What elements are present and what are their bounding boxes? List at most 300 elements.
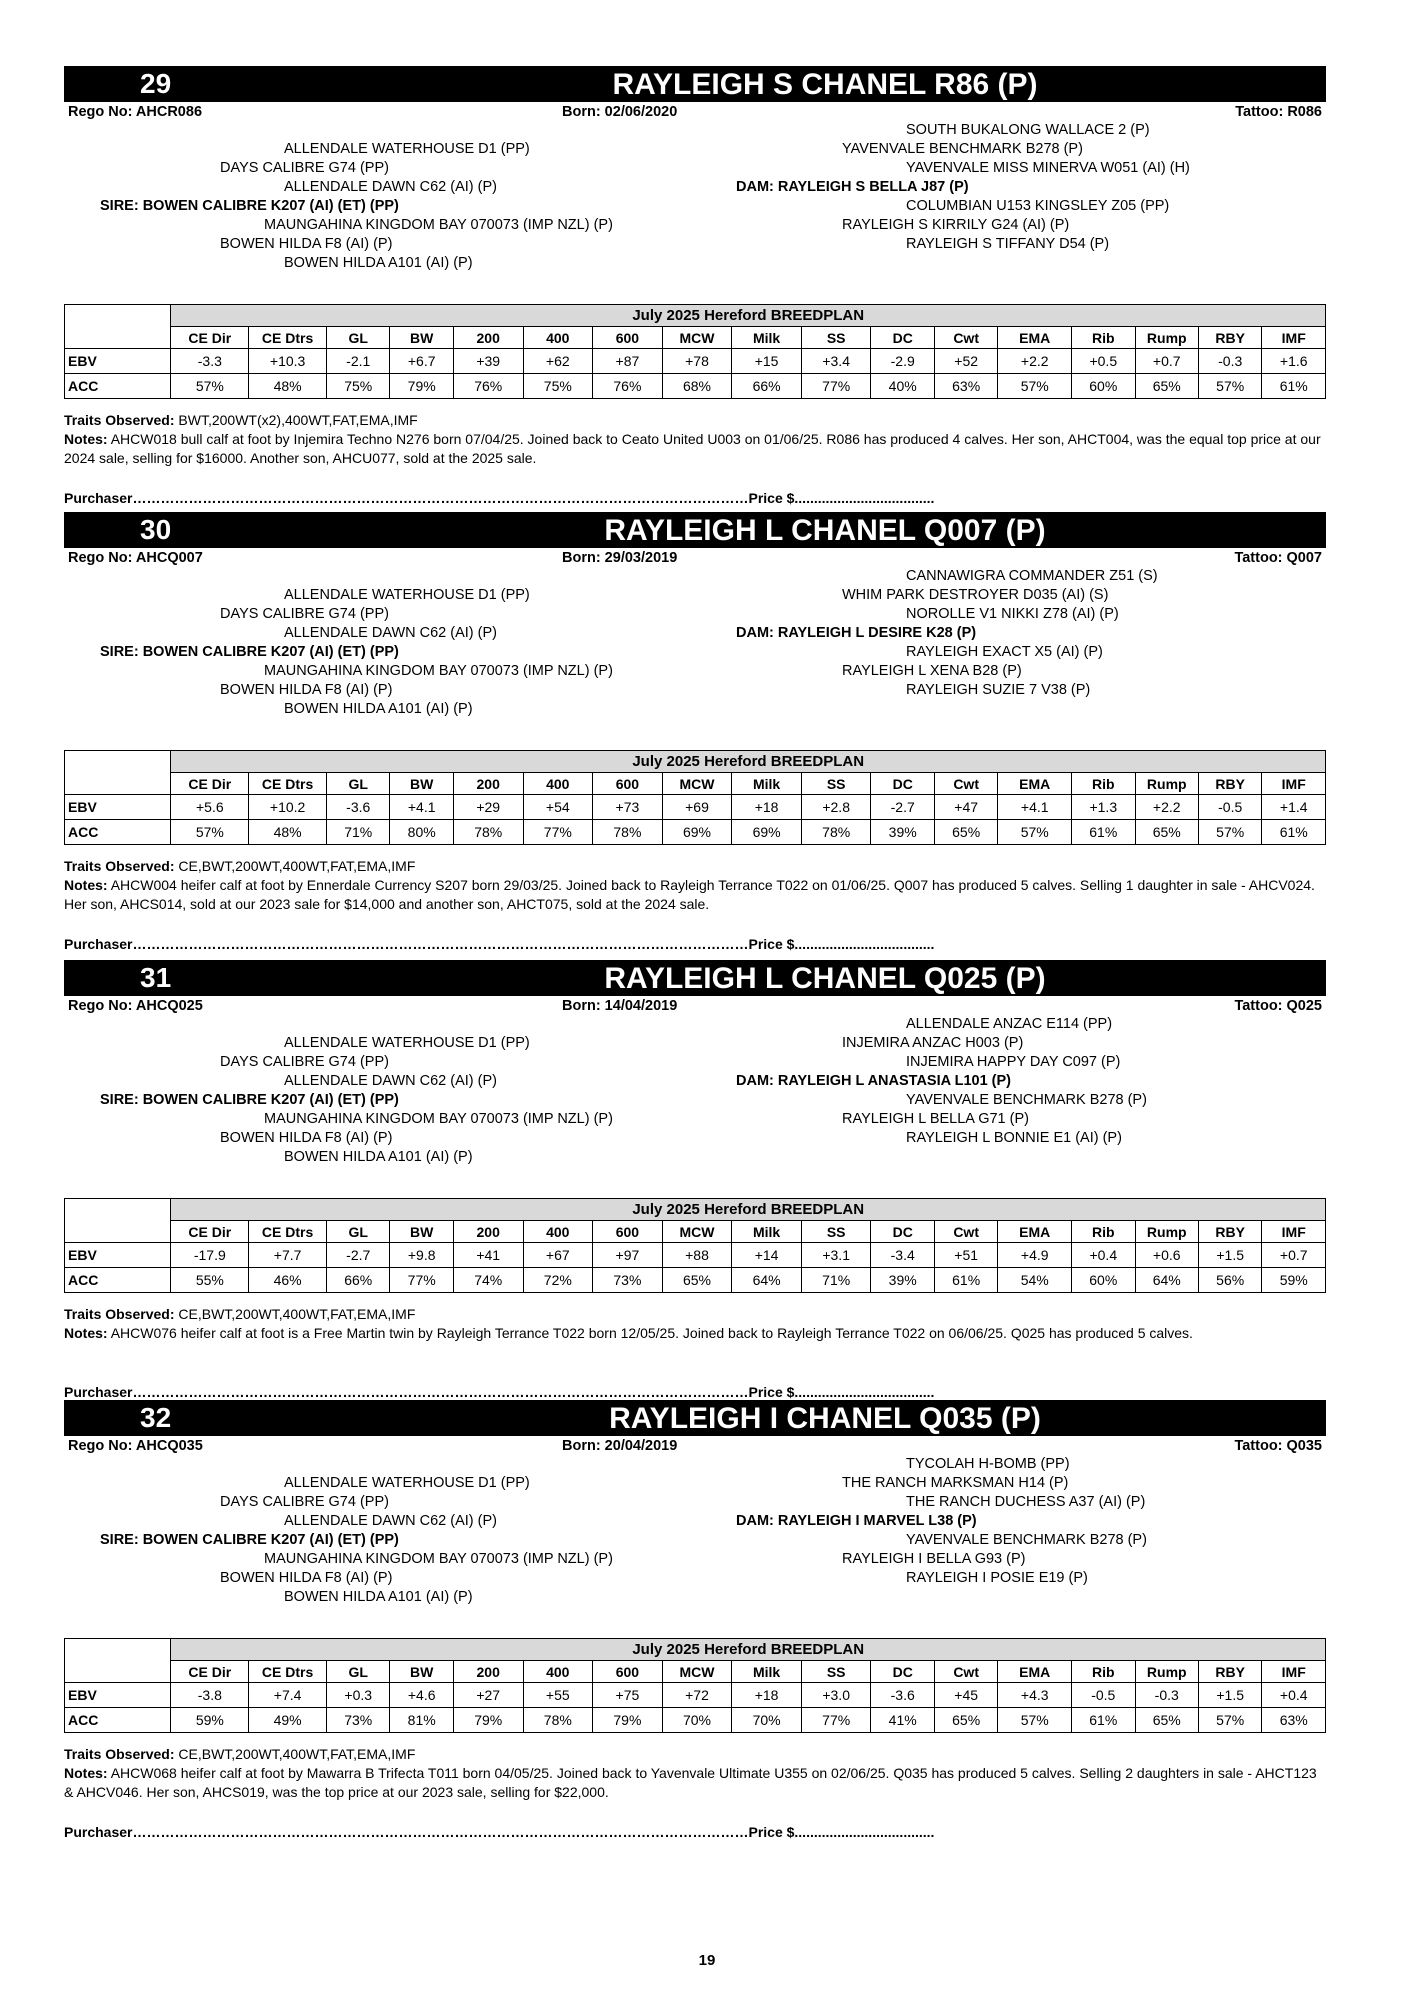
ebv-label: EBV bbox=[65, 349, 171, 374]
trait-header: RBY bbox=[1198, 773, 1261, 795]
acc-value: 78% bbox=[523, 1708, 593, 1733]
trait-header: 200 bbox=[453, 1221, 523, 1243]
sire-pedigree-line: BOWEN HILDA F8 (AI) (P) bbox=[220, 1130, 393, 1146]
ebv-value: +1.6 bbox=[1262, 349, 1326, 374]
lot-number: 30 bbox=[140, 514, 172, 545]
ebv-value: +52 bbox=[934, 349, 997, 374]
traits-observed bbox=[64, 858, 415, 874]
acc-value: 70% bbox=[662, 1708, 732, 1733]
trait-header: Cwt bbox=[934, 1221, 997, 1243]
acc-value: 39% bbox=[871, 1268, 934, 1293]
acc-value: 75% bbox=[327, 374, 390, 399]
purchaser-line: Purchaser……………………………………………………………………………………………………………………Price $.................................... bbox=[64, 490, 935, 506]
breedplan-title: July 2025 Hereford BREEDPLAN bbox=[171, 305, 1326, 327]
lot-header bbox=[64, 512, 1326, 548]
acc-value: 57% bbox=[171, 820, 249, 845]
ebv-value: +67 bbox=[523, 1243, 593, 1268]
pedigree bbox=[64, 568, 1326, 764]
traits-text: BWT,200WT(x2),400WT,FAT,EMA,IMF bbox=[178, 412, 418, 428]
ebv-value: -3.6 bbox=[327, 795, 390, 820]
trait-header: Cwt bbox=[934, 1661, 997, 1683]
acc-value: 59% bbox=[1262, 1268, 1326, 1293]
breedplan-table bbox=[64, 304, 1326, 399]
trait-header: Milk bbox=[732, 1221, 802, 1243]
trait-header: GL bbox=[327, 327, 390, 349]
trait-header: 200 bbox=[453, 1661, 523, 1683]
trait-header: RBY bbox=[1198, 1221, 1261, 1243]
sire-pedigree-line: ALLENDALE DAWN C62 (AI) (P) bbox=[284, 625, 497, 641]
trait-header: 400 bbox=[523, 773, 593, 795]
dam-pedigree-line: RAYLEIGH L BELLA G71 (P) bbox=[842, 1111, 1029, 1127]
trait-header: IMF bbox=[1262, 1661, 1326, 1683]
acc-value: 75% bbox=[523, 374, 593, 399]
trait-header: MCW bbox=[662, 773, 732, 795]
acc-value: 61% bbox=[1072, 820, 1135, 845]
trait-header: 400 bbox=[523, 1661, 593, 1683]
acc-value: 57% bbox=[1198, 1708, 1261, 1733]
dam-pedigree-line: RAYLEIGH I POSIE E19 (P) bbox=[906, 1570, 1088, 1586]
trait-header: RBY bbox=[1198, 327, 1261, 349]
trait-header: CE Dir bbox=[171, 1221, 249, 1243]
rego-number: Rego No: AHCQ035 bbox=[68, 1438, 203, 1454]
ebv-value: +72 bbox=[662, 1683, 732, 1708]
ebv-value: +7.4 bbox=[249, 1683, 327, 1708]
trait-header: EMA bbox=[998, 773, 1072, 795]
sire-pedigree-line: DAYS CALIBRE G74 (PP) bbox=[220, 160, 389, 176]
ebv-value: +0.7 bbox=[1262, 1243, 1326, 1268]
acc-value: 64% bbox=[732, 1268, 802, 1293]
acc-value: 78% bbox=[453, 820, 523, 845]
ebv-value: -0.3 bbox=[1198, 349, 1261, 374]
tattoo: Tattoo: Q025 bbox=[1234, 998, 1322, 1014]
dam-pedigree-line: RAYLEIGH EXACT X5 (AI) (P) bbox=[906, 644, 1103, 660]
sire-name: SIRE: BOWEN CALIBRE K207 (AI) (ET) (PP) bbox=[100, 644, 399, 660]
sire-pedigree-line: ALLENDALE DAWN C62 (AI) (P) bbox=[284, 179, 497, 195]
animal-name: RAYLEIGH I CHANEL Q035 (P) bbox=[609, 1402, 1041, 1435]
trait-header: DC bbox=[871, 1221, 934, 1243]
ebv-value: +18 bbox=[732, 1683, 802, 1708]
acc-value: 73% bbox=[593, 1268, 663, 1293]
dam-pedigree-line: SOUTH BUKALONG WALLACE 2 (P) bbox=[906, 122, 1150, 138]
trait-header: BW bbox=[390, 1661, 453, 1683]
purchaser-line: Purchaser……………………………………………………………………………………………………………………Price $.................................... bbox=[64, 1384, 935, 1400]
breedplan-table bbox=[64, 1198, 1326, 1293]
trait-header: Rib bbox=[1072, 1221, 1135, 1243]
dam-pedigree-line: YAVENVALE BENCHMARK B278 (P) bbox=[842, 141, 1083, 157]
acc-value: 79% bbox=[593, 1708, 663, 1733]
acc-value: 69% bbox=[732, 820, 802, 845]
acc-value: 61% bbox=[1072, 1708, 1135, 1733]
ebv-value: +54 bbox=[523, 795, 593, 820]
dam-pedigree-line: INJEMIRA ANZAC H003 (P) bbox=[842, 1035, 1024, 1051]
ebv-value: +9.8 bbox=[390, 1243, 453, 1268]
sire-pedigree-line: ALLENDALE WATERHOUSE D1 (PP) bbox=[284, 587, 530, 603]
trait-header: BW bbox=[390, 773, 453, 795]
traits-observed bbox=[64, 412, 418, 428]
trait-header: CE Dir bbox=[171, 1661, 249, 1683]
trait-header: CE Dtrs bbox=[249, 1661, 327, 1683]
lot-meta bbox=[64, 996, 1326, 1016]
animal-name: RAYLEIGH S CHANEL R86 (P) bbox=[612, 68, 1038, 101]
ebv-value: +75 bbox=[593, 1683, 663, 1708]
notes-text: AHCW018 bull calf at foot by Injemira Techno N276 born 07/04/25. Joined back to Ceato United U003 on 01/06/25. R086 has produced 4 calves. Her son, AHCT004, was the equal top price at our 2024 sale, selling for $16000. Another son, AHCU077, sold at the 2025 sale. bbox=[64, 431, 1321, 466]
trait-header: CE Dtrs bbox=[249, 1221, 327, 1243]
acc-value: 71% bbox=[801, 1268, 871, 1293]
ebv-value: +0.4 bbox=[1072, 1243, 1135, 1268]
lot-header bbox=[64, 960, 1326, 996]
trait-header: IMF bbox=[1262, 773, 1326, 795]
acc-value: 55% bbox=[171, 1268, 249, 1293]
acc-value: 57% bbox=[998, 374, 1072, 399]
sire-pedigree-line: BOWEN HILDA F8 (AI) (P) bbox=[220, 682, 393, 698]
ebv-value: +0.3 bbox=[327, 1683, 390, 1708]
acc-value: 65% bbox=[662, 1268, 732, 1293]
lot-entry bbox=[64, 1400, 1326, 1840]
lot-meta bbox=[64, 102, 1326, 122]
acc-value: 77% bbox=[523, 820, 593, 845]
acc-value: 59% bbox=[171, 1708, 249, 1733]
trait-header: Rump bbox=[1135, 1661, 1198, 1683]
acc-value: 76% bbox=[593, 374, 663, 399]
acc-value: 54% bbox=[998, 1268, 1072, 1293]
ebv-value: +4.1 bbox=[390, 795, 453, 820]
dam-pedigree-line: RAYLEIGH S TIFFANY D54 (P) bbox=[906, 236, 1110, 252]
ebv-label: EBV bbox=[65, 1683, 171, 1708]
ebv-value: +0.4 bbox=[1262, 1683, 1326, 1708]
dam-pedigree-line: NOROLLE V1 NIKKI Z78 (AI) (P) bbox=[906, 606, 1119, 622]
ebv-value: +4.1 bbox=[998, 795, 1072, 820]
rego-number: Rego No: AHCR086 bbox=[68, 104, 203, 120]
trait-header: GL bbox=[327, 1661, 390, 1683]
acc-value: 63% bbox=[1262, 1708, 1326, 1733]
trait-header: Cwt bbox=[934, 327, 997, 349]
traits-label: Traits Observed: bbox=[64, 412, 175, 428]
dam-pedigree-line: YAVENVALE BENCHMARK B278 (P) bbox=[906, 1532, 1147, 1548]
page-number: 19 bbox=[698, 1952, 716, 1969]
notes-text: AHCW004 heifer calf at foot by Ennerdale Currency S207 born 29/03/25. Joined back to Rayleigh Terrance T022 on 01/06/25. Q007 has produced 5 calves. Selling 1 daughter in sale - AHCV024. Her son, AHCS014, sold at our 2023 sale for $14,000 and another son, AHCT075, sold at the 2024 sale. bbox=[64, 877, 1315, 912]
trait-header: Milk bbox=[732, 327, 802, 349]
notes bbox=[64, 1764, 1326, 1802]
lot-number: 31 bbox=[140, 962, 172, 993]
traits-label: Traits Observed: bbox=[64, 1306, 175, 1322]
ebv-value: +78 bbox=[662, 349, 732, 374]
pedigree bbox=[64, 1016, 1326, 1212]
trait-header: 400 bbox=[523, 327, 593, 349]
ebv-value: +88 bbox=[662, 1243, 732, 1268]
ebv-value: +3.4 bbox=[801, 349, 871, 374]
trait-header: IMF bbox=[1262, 327, 1326, 349]
trait-header: MCW bbox=[662, 1661, 732, 1683]
acc-value: 48% bbox=[249, 820, 327, 845]
notes-label: Notes: bbox=[64, 1765, 108, 1781]
acc-value: 73% bbox=[327, 1708, 390, 1733]
sire-name: SIRE: BOWEN CALIBRE K207 (AI) (ET) (PP) bbox=[100, 1532, 399, 1548]
acc-value: 70% bbox=[732, 1708, 802, 1733]
traits-text: CE,BWT,200WT,400WT,FAT,EMA,IMF bbox=[178, 1306, 416, 1322]
ebv-value: -2.7 bbox=[871, 795, 934, 820]
sire-pedigree-line: ALLENDALE WATERHOUSE D1 (PP) bbox=[284, 141, 530, 157]
ebv-value: +6.7 bbox=[390, 349, 453, 374]
breedplan-table bbox=[64, 1638, 1326, 1733]
ebv-value: +1.5 bbox=[1198, 1243, 1261, 1268]
acc-value: 69% bbox=[662, 820, 732, 845]
dam-name: DAM: RAYLEIGH I MARVEL L38 (P) bbox=[736, 1513, 977, 1529]
ebv-value: +55 bbox=[523, 1683, 593, 1708]
ebv-value: +1.4 bbox=[1262, 795, 1326, 820]
trait-header: SS bbox=[801, 1221, 871, 1243]
breedplan-title: July 2025 Hereford BREEDPLAN bbox=[171, 1199, 1326, 1221]
acc-value: 48% bbox=[249, 374, 327, 399]
pedigree bbox=[64, 122, 1326, 318]
rego-number: Rego No: AHCQ025 bbox=[68, 998, 203, 1014]
acc-value: 63% bbox=[934, 374, 997, 399]
ebv-label: EBV bbox=[65, 1243, 171, 1268]
ebv-value: -3.4 bbox=[871, 1243, 934, 1268]
dam-pedigree-line: YAVENVALE BENCHMARK B278 (P) bbox=[906, 1092, 1147, 1108]
sire-pedigree-line: MAUNGAHINA KINGDOM BAY 070073 (IMP NZL) (P) bbox=[264, 1111, 613, 1127]
ebv-value: +3.1 bbox=[801, 1243, 871, 1268]
sire-pedigree-line: BOWEN HILDA F8 (AI) (P) bbox=[220, 236, 393, 252]
dam-pedigree-line: RAYLEIGH S KIRRILY G24 (AI) (P) bbox=[842, 217, 1070, 233]
ebv-value: +29 bbox=[453, 795, 523, 820]
ebv-value: +2.2 bbox=[998, 349, 1072, 374]
dam-pedigree-line: CANNAWIGRA COMMANDER Z51 (S) bbox=[906, 568, 1158, 584]
acc-value: 78% bbox=[593, 820, 663, 845]
trait-header: DC bbox=[871, 1661, 934, 1683]
trait-header: 600 bbox=[593, 1661, 663, 1683]
ebv-value: +10.2 bbox=[249, 795, 327, 820]
lot-entry bbox=[64, 66, 1326, 506]
ebv-value: +5.6 bbox=[171, 795, 249, 820]
notes-text: AHCW076 heifer calf at foot is a Free Martin twin by Rayleigh Terrance T022 born 12/05/25. Joined back to Rayleigh Terrance T022 on 06/06/25. Q025 has produced 5 calves. bbox=[110, 1325, 1193, 1341]
birth-date: Born: 02/06/2020 bbox=[562, 104, 678, 120]
birth-date: Born: 14/04/2019 bbox=[562, 998, 678, 1014]
pedigree bbox=[64, 1456, 1326, 1652]
acc-value: 49% bbox=[249, 1708, 327, 1733]
ebv-value: +1.5 bbox=[1198, 1683, 1261, 1708]
acc-value: 64% bbox=[1135, 1268, 1198, 1293]
ebv-value: -3.3 bbox=[171, 349, 249, 374]
acc-value: 61% bbox=[1262, 374, 1326, 399]
acc-value: 76% bbox=[453, 374, 523, 399]
notes-label: Notes: bbox=[64, 877, 108, 893]
ebv-value: +0.6 bbox=[1135, 1243, 1198, 1268]
acc-value: 65% bbox=[1135, 1708, 1198, 1733]
lot-header bbox=[64, 1400, 1326, 1436]
trait-header: 200 bbox=[453, 327, 523, 349]
acc-value: 71% bbox=[327, 820, 390, 845]
trait-header: Rib bbox=[1072, 773, 1135, 795]
dam-name: DAM: RAYLEIGH L ANASTASIA L101 (P) bbox=[736, 1073, 1011, 1089]
acc-label: ACC bbox=[65, 374, 171, 399]
trait-header: DC bbox=[871, 773, 934, 795]
dam-pedigree-line: RAYLEIGH SUZIE 7 V38 (P) bbox=[906, 682, 1091, 698]
ebv-value: +45 bbox=[934, 1683, 997, 1708]
notes-text: AHCW068 heifer calf at foot by Mawarra B Trifecta T011 born 04/05/25. Joined back to Yavenvale Ultimate U355 on 02/06/25. Q035 has produced 5 calves. Selling 2 daughters in sale - AHCT123 & AHCV046. Her son, AHCS019, was the top price at our 2023 sale, selling for $22,000. bbox=[64, 1765, 1317, 1800]
trait-header: Milk bbox=[732, 773, 802, 795]
traits-observed bbox=[64, 1306, 415, 1322]
trait-header: GL bbox=[327, 1221, 390, 1243]
ebv-value: +39 bbox=[453, 349, 523, 374]
trait-header: EMA bbox=[998, 1221, 1072, 1243]
acc-value: 56% bbox=[1198, 1268, 1261, 1293]
trait-header: EMA bbox=[998, 1661, 1072, 1683]
traits-label: Traits Observed: bbox=[64, 1746, 175, 1762]
sire-pedigree-line: MAUNGAHINA KINGDOM BAY 070073 (IMP NZL) (P) bbox=[264, 1551, 613, 1567]
acc-label: ACC bbox=[65, 1708, 171, 1733]
acc-value: 65% bbox=[1135, 374, 1198, 399]
acc-value: 65% bbox=[1135, 820, 1198, 845]
sire-pedigree-line: ALLENDALE WATERHOUSE D1 (PP) bbox=[284, 1035, 530, 1051]
ebv-value: -0.5 bbox=[1072, 1683, 1135, 1708]
sire-pedigree-line: BOWEN HILDA A101 (AI) (P) bbox=[284, 1589, 473, 1605]
trait-header: SS bbox=[801, 773, 871, 795]
acc-value: 60% bbox=[1072, 374, 1135, 399]
traits-text: CE,BWT,200WT,400WT,FAT,EMA,IMF bbox=[178, 858, 416, 874]
trait-header: BW bbox=[390, 1221, 453, 1243]
ebv-value: +4.6 bbox=[390, 1683, 453, 1708]
trait-header: 600 bbox=[593, 1221, 663, 1243]
acc-value: 39% bbox=[871, 820, 934, 845]
ebv-value: -0.3 bbox=[1135, 1683, 1198, 1708]
acc-value: 72% bbox=[523, 1268, 593, 1293]
sire-pedigree-line: BOWEN HILDA A101 (AI) (P) bbox=[284, 255, 473, 271]
dam-pedigree-line: THE RANCH MARKSMAN H14 (P) bbox=[842, 1475, 1069, 1491]
sire-name: SIRE: BOWEN CALIBRE K207 (AI) (ET) (PP) bbox=[100, 198, 399, 214]
trait-header: 600 bbox=[593, 327, 663, 349]
ebv-value: -2.7 bbox=[327, 1243, 390, 1268]
notes-label: Notes: bbox=[64, 1325, 108, 1341]
dam-name: DAM: RAYLEIGH L DESIRE K28 (P) bbox=[736, 625, 977, 641]
acc-value: 40% bbox=[871, 374, 934, 399]
acc-label: ACC bbox=[65, 820, 171, 845]
trait-header: GL bbox=[327, 773, 390, 795]
trait-header: CE Dtrs bbox=[249, 327, 327, 349]
acc-value: 57% bbox=[1198, 820, 1261, 845]
lot-entry bbox=[64, 512, 1326, 952]
trait-header: SS bbox=[801, 1661, 871, 1683]
trait-header: MCW bbox=[662, 1221, 732, 1243]
acc-value: 61% bbox=[934, 1268, 997, 1293]
traits-text: CE,BWT,200WT,400WT,FAT,EMA,IMF bbox=[178, 1746, 416, 1762]
ebv-value: -2.1 bbox=[327, 349, 390, 374]
acc-value: 79% bbox=[453, 1708, 523, 1733]
dam-pedigree-line: RAYLEIGH I BELLA G93 (P) bbox=[842, 1551, 1026, 1567]
acc-value: 66% bbox=[327, 1268, 390, 1293]
breedplan-table bbox=[64, 750, 1326, 845]
trait-header: 600 bbox=[593, 773, 663, 795]
tattoo: Tattoo: Q007 bbox=[1234, 550, 1322, 566]
dam-pedigree-line: INJEMIRA HAPPY DAY C097 (P) bbox=[906, 1054, 1121, 1070]
ebv-value: +18 bbox=[732, 795, 802, 820]
ebv-value: +97 bbox=[593, 1243, 663, 1268]
animal-name: RAYLEIGH L CHANEL Q007 (P) bbox=[604, 514, 1046, 547]
trait-header: Rump bbox=[1135, 773, 1198, 795]
ebv-value: +2.2 bbox=[1135, 795, 1198, 820]
acc-value: 74% bbox=[453, 1268, 523, 1293]
dam-pedigree-line: COLUMBIAN U153 KINGSLEY Z05 (PP) bbox=[906, 198, 1170, 214]
sire-pedigree-line: BOWEN HILDA F8 (AI) (P) bbox=[220, 1570, 393, 1586]
trait-header: SS bbox=[801, 327, 871, 349]
sire-pedigree-line: MAUNGAHINA KINGDOM BAY 070073 (IMP NZL) (P) bbox=[264, 217, 613, 233]
trait-header: Cwt bbox=[934, 773, 997, 795]
acc-value: 61% bbox=[1262, 820, 1326, 845]
ebv-value: +15 bbox=[732, 349, 802, 374]
acc-value: 57% bbox=[998, 1708, 1072, 1733]
trait-header: BW bbox=[390, 327, 453, 349]
acc-value: 80% bbox=[390, 820, 453, 845]
lot-number: 29 bbox=[140, 68, 172, 99]
acc-value: 81% bbox=[390, 1708, 453, 1733]
ebv-value: -2.9 bbox=[871, 349, 934, 374]
acc-value: 65% bbox=[934, 820, 997, 845]
trait-header: Rib bbox=[1072, 327, 1135, 349]
birth-date: Born: 29/03/2019 bbox=[562, 550, 678, 566]
ebv-value: +62 bbox=[523, 349, 593, 374]
notes-label: Notes: bbox=[64, 431, 108, 447]
ebv-value: +1.3 bbox=[1072, 795, 1135, 820]
dam-pedigree-line: YAVENVALE MISS MINERVA W051 (AI) (H) bbox=[906, 160, 1190, 176]
notes bbox=[64, 1324, 1326, 1343]
dam-pedigree-line: WHIM PARK DESTROYER D035 (AI) (S) bbox=[842, 587, 1109, 603]
ebv-value: +87 bbox=[593, 349, 663, 374]
dam-pedigree-line: RAYLEIGH L BONNIE E1 (AI) (P) bbox=[906, 1130, 1122, 1146]
trait-header: Rump bbox=[1135, 1221, 1198, 1243]
acc-value: 68% bbox=[662, 374, 732, 399]
trait-header: Milk bbox=[732, 1661, 802, 1683]
traits-observed bbox=[64, 1746, 415, 1762]
birth-date: Born: 20/04/2019 bbox=[562, 1438, 678, 1454]
sire-pedigree-line: BOWEN HILDA A101 (AI) (P) bbox=[284, 1149, 473, 1165]
trait-header: CE Dir bbox=[171, 773, 249, 795]
ebv-value: +41 bbox=[453, 1243, 523, 1268]
sire-pedigree-line: MAUNGAHINA KINGDOM BAY 070073 (IMP NZL) (P) bbox=[264, 663, 613, 679]
lot-number: 32 bbox=[140, 1402, 172, 1433]
trait-header: DC bbox=[871, 327, 934, 349]
dam-pedigree-line: RAYLEIGH L XENA B28 (P) bbox=[842, 663, 1022, 679]
tattoo: Tattoo: R086 bbox=[1235, 104, 1322, 120]
ebv-label: EBV bbox=[65, 795, 171, 820]
ebv-value: +4.3 bbox=[998, 1683, 1072, 1708]
ebv-value: +47 bbox=[934, 795, 997, 820]
notes bbox=[64, 430, 1326, 468]
ebv-value: +7.7 bbox=[249, 1243, 327, 1268]
lot-entry bbox=[64, 960, 1326, 1400]
sire-pedigree-line: DAYS CALIBRE G74 (PP) bbox=[220, 606, 389, 622]
dam-pedigree-line: TYCOLAH H-BOMB (PP) bbox=[906, 1456, 1070, 1472]
trait-header: RBY bbox=[1198, 1661, 1261, 1683]
sire-pedigree-line: ALLENDALE DAWN C62 (AI) (P) bbox=[284, 1513, 497, 1529]
ebv-value: +51 bbox=[934, 1243, 997, 1268]
trait-header: EMA bbox=[998, 327, 1072, 349]
notes bbox=[64, 876, 1326, 914]
ebv-value: +69 bbox=[662, 795, 732, 820]
purchaser-line: Purchaser……………………………………………………………………………………………………………………Price $.................................... bbox=[64, 936, 935, 952]
traits-label: Traits Observed: bbox=[64, 858, 175, 874]
sire-name: SIRE: BOWEN CALIBRE K207 (AI) (ET) (PP) bbox=[100, 1092, 399, 1108]
purchaser-line: Purchaser……………………………………………………………………………………………………………………Price $.................................... bbox=[64, 1824, 935, 1840]
ebv-value: +3.0 bbox=[801, 1683, 871, 1708]
acc-value: 79% bbox=[390, 374, 453, 399]
trait-header: CE Dir bbox=[171, 327, 249, 349]
ebv-value: +14 bbox=[732, 1243, 802, 1268]
trait-header: CE Dtrs bbox=[249, 773, 327, 795]
breedplan-title: July 2025 Hereford BREEDPLAN bbox=[171, 1639, 1326, 1661]
trait-header: Rump bbox=[1135, 327, 1198, 349]
sire-pedigree-line: DAYS CALIBRE G74 (PP) bbox=[220, 1494, 389, 1510]
ebv-value: -3.8 bbox=[171, 1683, 249, 1708]
ebv-value: -3.6 bbox=[871, 1683, 934, 1708]
